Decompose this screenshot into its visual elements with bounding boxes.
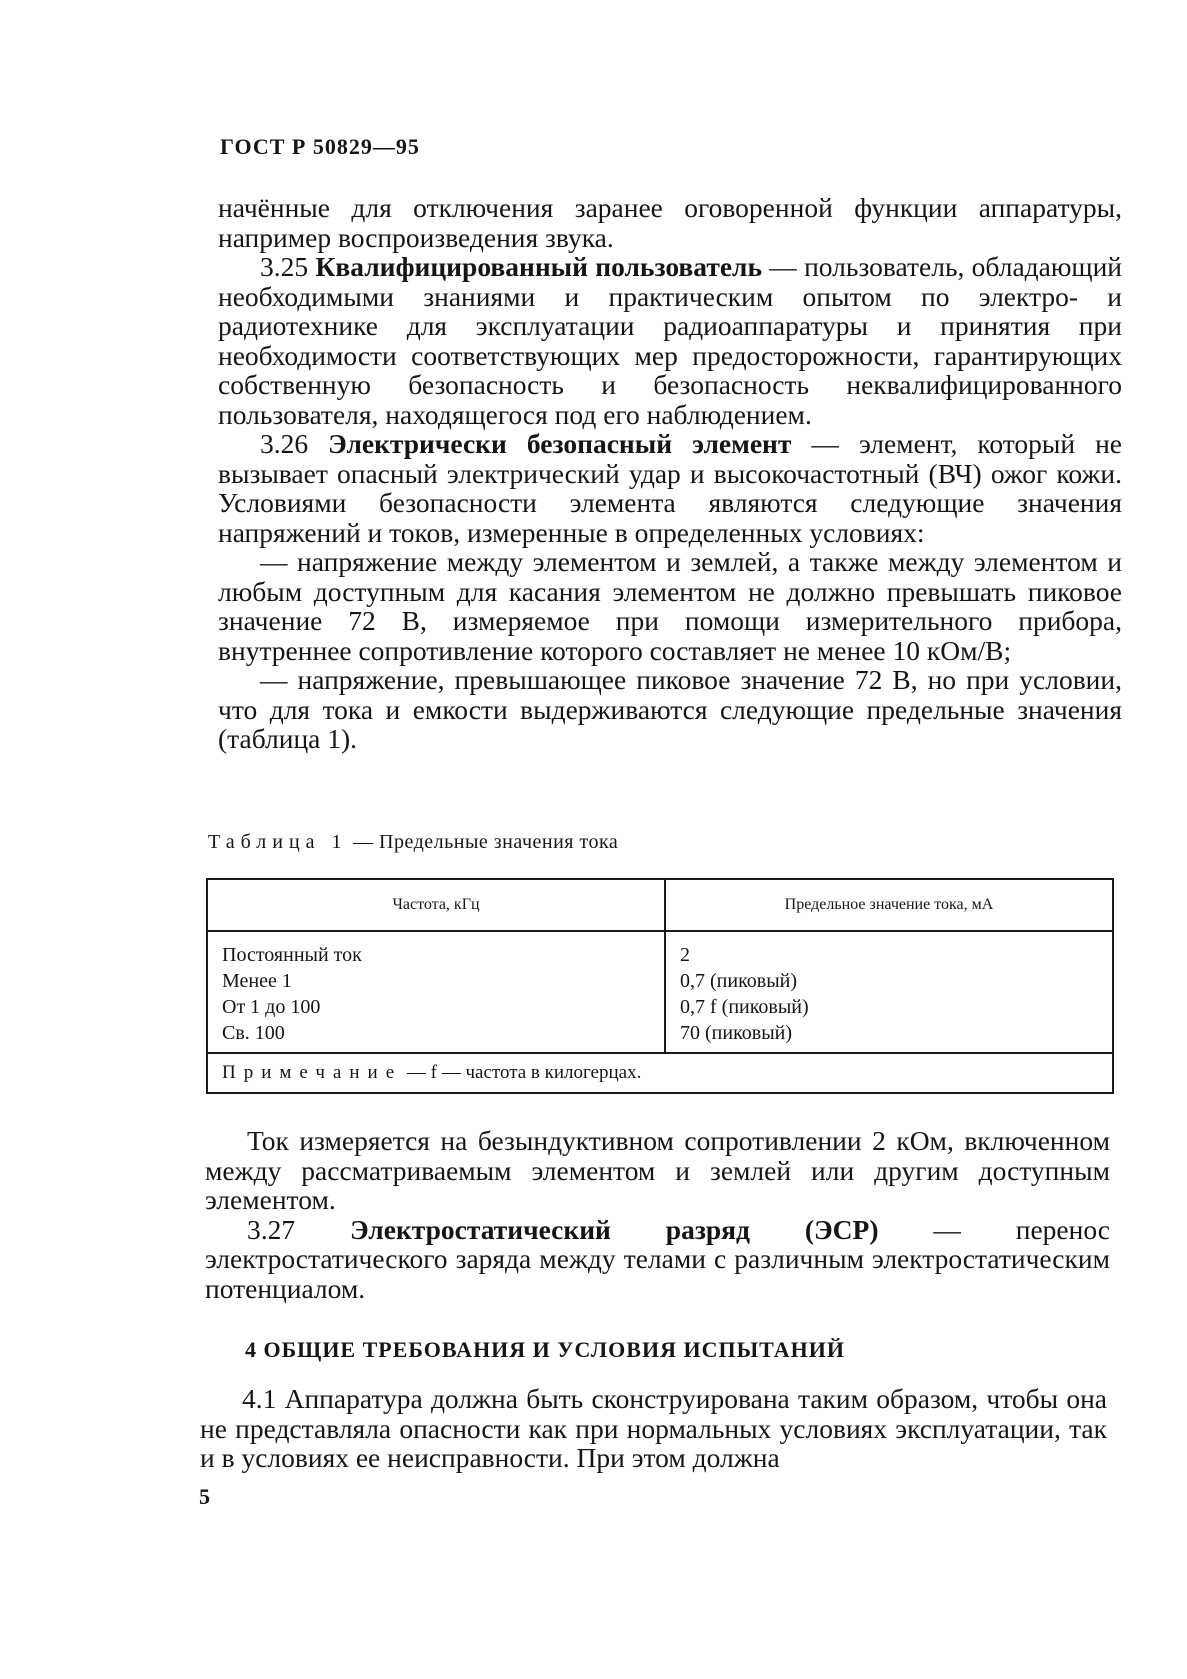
document-header: ГОСТ Р 50829—95 bbox=[220, 134, 420, 159]
list-item-voltage-1: — напряжение между элементом и землей, а также между элементом и любым доступным для касания элементом не должно превышать пиковое значение 72 В, измеряемое при помощи измерительного прибора, внутреннее сопротивление которого составляет не менее 10 кОм/В; bbox=[218, 546, 1122, 666]
current-value: 0,7 (пиковый) bbox=[680, 970, 798, 992]
column-header-current: Предельное значение тока, мА bbox=[665, 879, 1113, 931]
page-number: 5 bbox=[199, 1484, 210, 1509]
clause-number: 3.27 bbox=[247, 1213, 296, 1245]
frequency-value: Постоянный ток bbox=[222, 944, 362, 966]
column-header-frequency: Частота, кГц bbox=[207, 879, 665, 931]
term-esd: Электростатический разряд (ЭСР) bbox=[350, 1213, 879, 1245]
note-text: — f — частота в килогерцах. bbox=[402, 1062, 642, 1083]
current-value: 2 bbox=[680, 944, 690, 966]
paragraph-3-25 bbox=[218, 252, 1122, 429]
table-note-row bbox=[207, 1053, 1113, 1093]
body-text-middle bbox=[205, 1126, 1110, 1303]
table-caption bbox=[208, 831, 618, 854]
definition-text: — элемент, который не вызывает опасный электрический удар и высокочастотный (ВЧ) ожог кожи. Условиями безопасности элемента являются следующие значения напряжений и токов, измеренные в определенных условиях: bbox=[218, 428, 1123, 548]
term-safe-element: Электрически безопасный элемент bbox=[328, 428, 792, 459]
current-cell bbox=[665, 931, 1113, 1053]
paragraph-3-27 bbox=[205, 1215, 1110, 1304]
definition-text: — перенос электростатического заряда между телами с различным электростатическим потенциалом. bbox=[205, 1213, 1110, 1304]
definition-text: — пользователь, обладающий необходимыми знаниями и практическим опытом по электро- и радиотехнике для эксплуатации радиоаппаратуры и принятия при необходимости соответствующих мер предосторожности, гарантирующих собственную безопасность и безопасность неквалифицированного пользователя, находящегося под его наблюдением. bbox=[218, 251, 1122, 430]
frequency-value: Св. 100 bbox=[222, 1022, 285, 1044]
body-text-top bbox=[218, 193, 1122, 754]
section-heading: 4 ОБЩИЕ ТРЕБОВАНИЯ И УСЛОВИЯ ИСПЫТАНИЙ bbox=[245, 1337, 845, 1362]
paragraph-4-1: 4.1 Аппаратура должна быть сконструирована таким образом, чтобы она не представляла опасности как при нормальных условиях эксплуатации, так и в условиях ее неисправности. При этом должна bbox=[200, 1383, 1107, 1473]
frequency-value: Менее 1 bbox=[222, 970, 292, 992]
current-value: 70 (пиковый) bbox=[680, 1022, 793, 1044]
body-text-bottom bbox=[200, 1384, 1107, 1473]
table-note bbox=[207, 1053, 1113, 1093]
frequency-value: От 1 до 100 bbox=[222, 996, 321, 1018]
current-limits-table bbox=[206, 878, 1114, 1094]
list-item-voltage-2: — напряжение, превышающее пиковое значение 72 В, но при условии, что для тока и емкости выдерживаются следующие предельные значения (таблица 1). bbox=[218, 664, 1122, 754]
table-caption-label: Таблица 1 bbox=[208, 831, 348, 853]
table-caption-text: — Предельные значения тока bbox=[347, 831, 619, 853]
term-qualified-user: Квалифицированный пользователь bbox=[315, 251, 763, 282]
clause-number: 3.25 bbox=[260, 251, 309, 282]
paragraph-3-26 bbox=[218, 429, 1122, 547]
paragraph-current-measurement: Ток измеряется на безындуктивном сопротивлении 2 кОм, включенном между рассматриваемым элементом и землей или другим доступным элементом. bbox=[205, 1125, 1110, 1215]
current-value: 0,7 f (пиковый) bbox=[680, 996, 809, 1018]
note-label: Примечание bbox=[222, 1062, 403, 1083]
paragraph-continuation: начённые для отключения заранее оговоренной функции аппаратуры, например воспроизведения звука. bbox=[218, 192, 1122, 253]
table-header-row bbox=[207, 879, 1113, 931]
table-row bbox=[207, 931, 1113, 1053]
frequency-cell bbox=[207, 931, 665, 1053]
clause-number: 3.26 bbox=[260, 428, 309, 459]
